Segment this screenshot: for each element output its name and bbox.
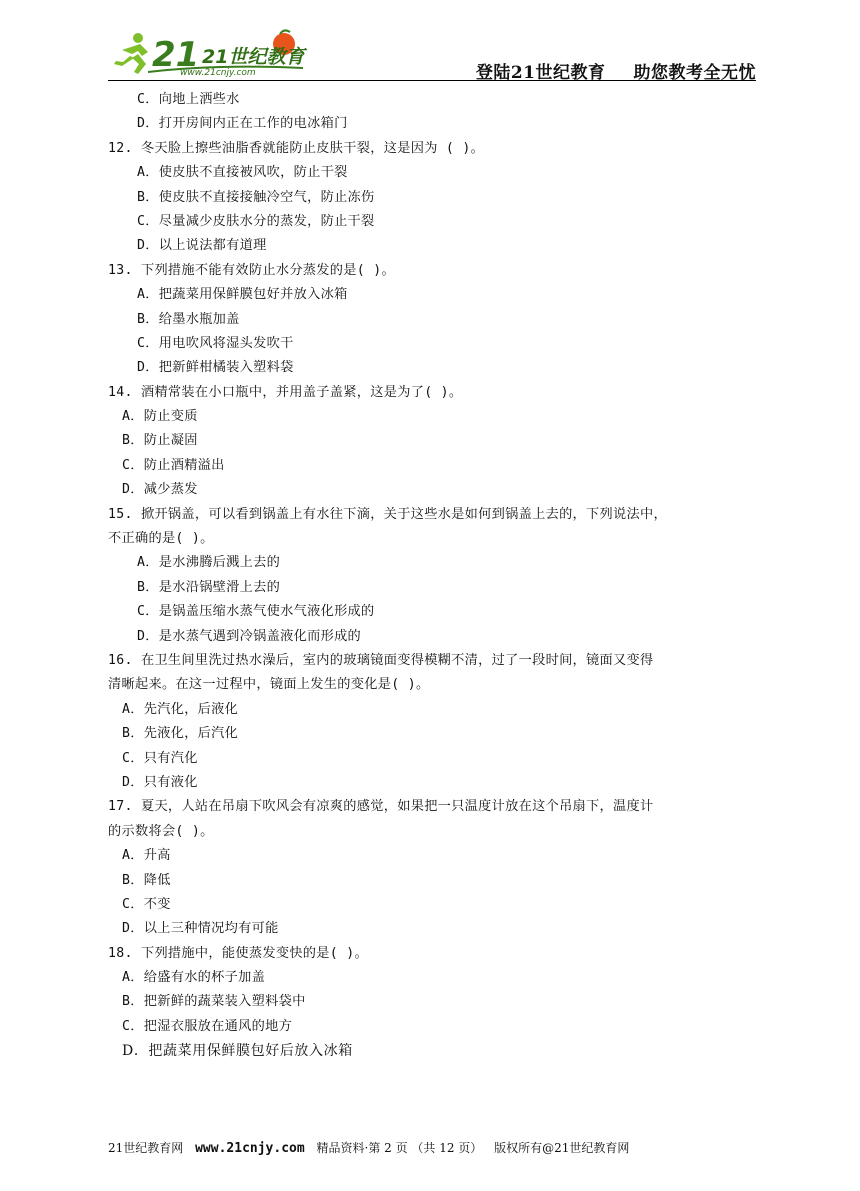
document-body bbox=[108, 88, 758, 1064]
logo-text: 21世纪教育 bbox=[202, 46, 305, 68]
option-line: B．降低 bbox=[122, 872, 171, 888]
option-line: A．把蔬菜用保鲜膜包好并放入冰箱 bbox=[137, 287, 348, 303]
question-line: 的示数将会( )。 bbox=[108, 823, 214, 839]
slogan-left: 登陆21世纪教育 bbox=[475, 63, 606, 83]
svg-text:21: 21 bbox=[152, 35, 200, 75]
option-line: D．减少蒸发 bbox=[122, 482, 198, 498]
option-line: D．以上说法都有道理 bbox=[137, 238, 267, 254]
option-line: B．先液化，后汽化 bbox=[122, 726, 239, 742]
option-line: D．是水蒸气遇到冷锅盖液化而形成的 bbox=[137, 628, 362, 644]
question-line: 18. 下列措施中，能使蒸发变快的是( )。 bbox=[108, 945, 368, 961]
option-line: B．使皮肤不直接接触冷空气，防止冻伤 bbox=[137, 189, 375, 205]
option-line: D．只有液化 bbox=[122, 774, 198, 790]
option-line: C．尽量减少皮肤水分的蒸发，防止干裂 bbox=[137, 213, 375, 229]
slogan-right: 助您教考全无忧 bbox=[633, 63, 756, 83]
option-line: A．防止变质 bbox=[122, 409, 198, 425]
option-line: D．把新鲜柑橘装入塑料袋 bbox=[137, 360, 294, 376]
question-line: 15. 掀开锅盖，可以看到锅盖上有水往下滴，关于这些水是如何到锅盖上去的，下列说法中， bbox=[108, 506, 667, 522]
option-line: C．是锅盖压缩水蒸气使水气液化形成的 bbox=[137, 604, 375, 620]
question-line: 14. 酒精常装在小口瓶中，并用盖子盖紧，这是为了( )。 bbox=[108, 384, 463, 400]
option-line: D．以上三种情况均有可能 bbox=[122, 921, 279, 937]
option-line: B．给墨水瓶加盖 bbox=[137, 311, 240, 327]
question-line: 清晰起来。在这一过程中，镜面上发生的变化是( )。 bbox=[108, 677, 430, 693]
question-line: 16. 在卫生间里洗过热水澡后，室内的玻璃镜面变得模糊不清，过了一段时间，镜面又变得 bbox=[108, 652, 654, 668]
option-line: D．打开房间内正在工作的电冰箱门 bbox=[137, 116, 348, 132]
question-line: 17. 夏天，人站在吊扇下吹风会有凉爽的感觉，如果把一只温度计放在这个吊扇下，温度计 bbox=[108, 799, 654, 815]
option-line: A．使皮肤不直接被风吹，防止干裂 bbox=[137, 165, 348, 181]
question-line: 12. 冬天脸上擦些油脂香就能防止皮肤干裂，这是因为 ( )。 bbox=[108, 140, 485, 156]
option-line: B．防止凝固 bbox=[122, 433, 198, 449]
option-line: C．用电吹风将湿头发吹干 bbox=[137, 335, 294, 351]
footer-site-url[interactable]: www.21cnjy.com bbox=[195, 1141, 305, 1156]
option-line: A．给盛有水的杯子加盖 bbox=[122, 970, 266, 986]
option-line: D．把蔬菜用保鲜膜包好后放入冰箱 bbox=[122, 1043, 353, 1060]
footer-page-info: 精品资料·第 2 页 （共 12 页） bbox=[316, 1141, 483, 1155]
page-footer bbox=[108, 1139, 756, 1156]
option-line: A．是水沸腾后溅上去的 bbox=[137, 555, 281, 571]
option-line: C．防止酒精溢出 bbox=[122, 457, 225, 473]
option-line: B．把新鲜的蔬菜装入塑料袋中 bbox=[122, 994, 306, 1010]
question-line: 13. 下列措施不能有效防止水分蒸发的是( )。 bbox=[108, 262, 395, 278]
option-line: C．把湿衣服放在通风的地方 bbox=[122, 1018, 293, 1034]
footer-copyright: 版权所有@21世纪教育网 bbox=[494, 1141, 630, 1155]
option-line: B．是水沿锅壁滑上去的 bbox=[137, 579, 281, 595]
logo-url-text: www.21cnjy.com bbox=[180, 68, 256, 78]
footer-site-name: 21世纪教育网 bbox=[108, 1141, 184, 1155]
option-line: A．升高 bbox=[122, 848, 171, 864]
option-line: C．只有汽化 bbox=[122, 750, 198, 766]
option-line: A．先汽化，后液化 bbox=[122, 701, 239, 717]
option-line: C．不变 bbox=[122, 896, 171, 912]
header-divider bbox=[108, 80, 756, 81]
page-header bbox=[108, 28, 756, 82]
option-line: C．向地上洒些水 bbox=[137, 92, 240, 107]
question-line: 不正确的是( )。 bbox=[108, 531, 214, 547]
